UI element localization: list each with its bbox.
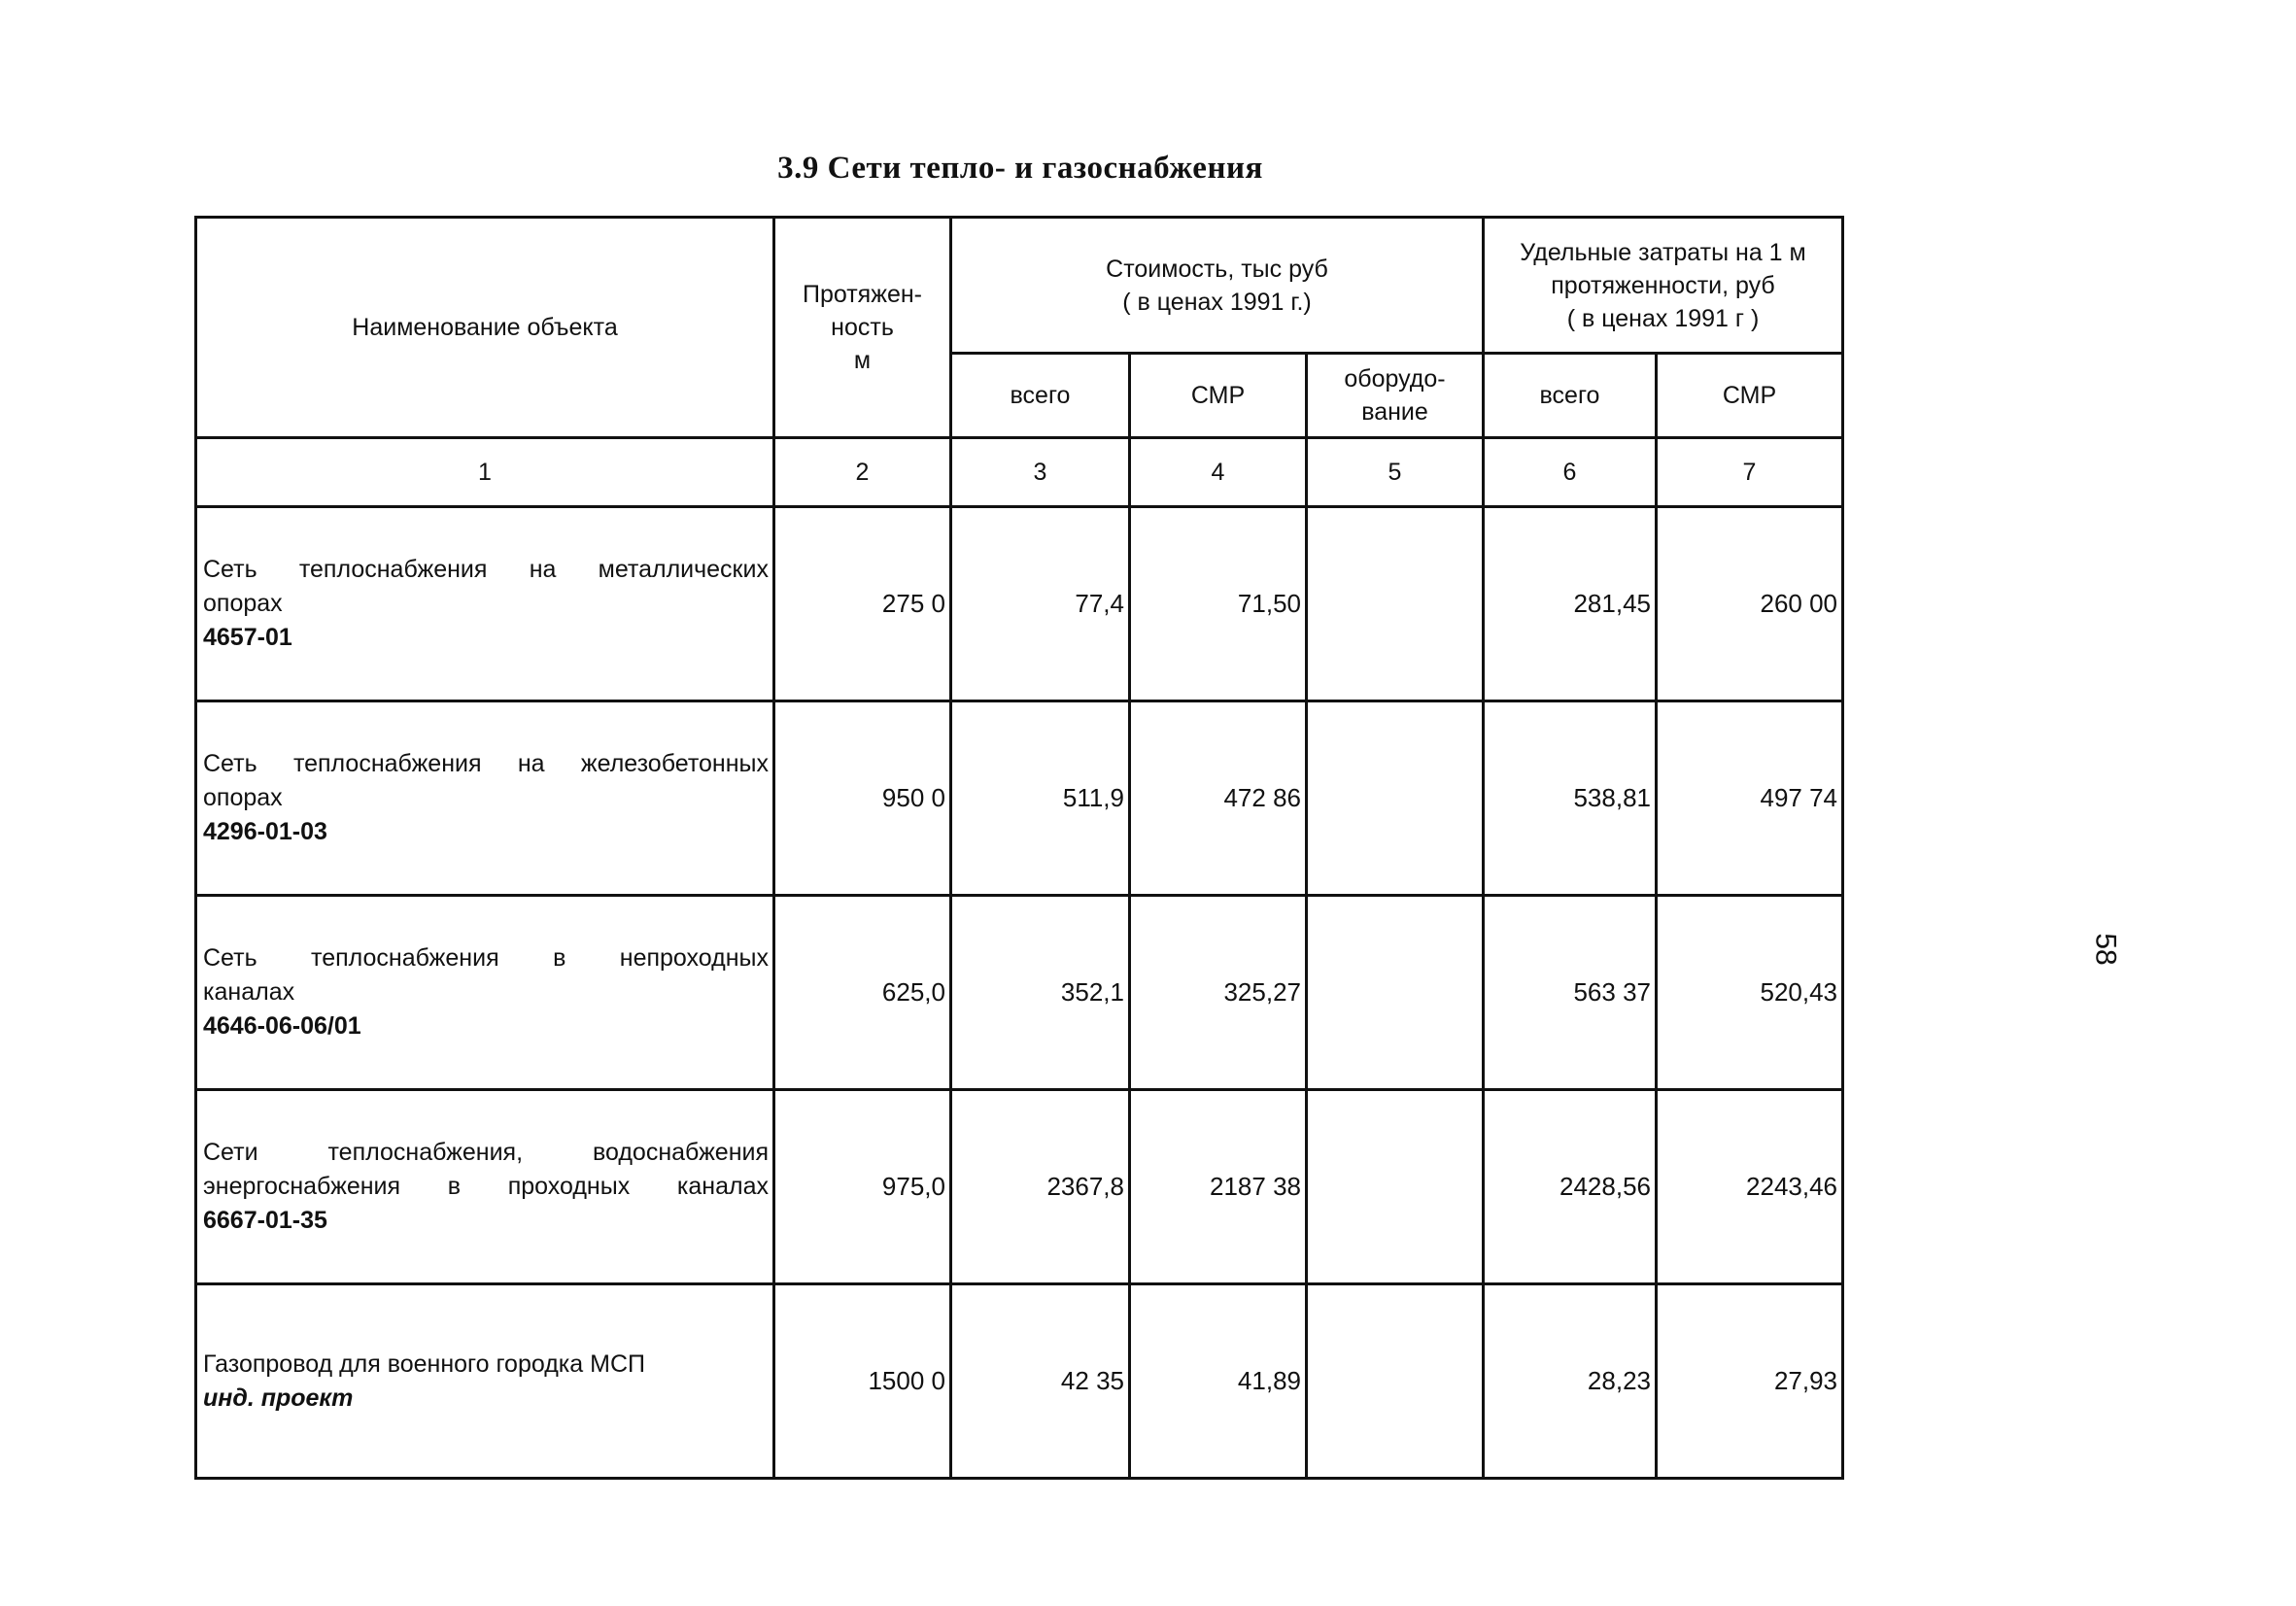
table-row xyxy=(196,701,1843,896)
object-name-line xyxy=(203,747,769,781)
table-row xyxy=(196,896,1843,1090)
object-name-word: водоснабжения xyxy=(592,1139,769,1166)
object-name-cell xyxy=(196,1284,774,1479)
object-name-word: теплоснабжения xyxy=(298,556,488,583)
cost-smr-cell: 325,27 xyxy=(1130,896,1307,1090)
object-name-word: Сеть xyxy=(203,944,257,972)
project-code: инд. проект xyxy=(203,1384,354,1412)
cost-equipment-cell xyxy=(1307,701,1484,896)
table-row xyxy=(196,1284,1843,1479)
unit-total-cell: 281,45 xyxy=(1484,507,1657,701)
object-name-cell xyxy=(196,507,774,701)
object-name-word: проходных xyxy=(507,1173,631,1200)
header-unit-group xyxy=(1484,218,1843,354)
column-number: 5 xyxy=(1307,438,1484,507)
unit-total-cell: 563 37 xyxy=(1484,896,1657,1090)
object-name-line: Газопровод для военного городка МСП xyxy=(203,1350,645,1378)
header-cost-line: ( в ценах 1991 г.) xyxy=(1122,288,1312,316)
cost-equipment-cell xyxy=(1307,896,1484,1090)
cost-total-cell: 2367,8 xyxy=(951,1090,1130,1284)
header-equipment-line: вание xyxy=(1361,398,1428,426)
unit-total-cell: 2428,56 xyxy=(1484,1090,1657,1284)
object-name-word: теплоснабжения xyxy=(311,944,499,972)
cost-total-cell: 42 35 xyxy=(951,1284,1130,1479)
header-name: Наименование объекта xyxy=(196,218,774,438)
object-name-rest: каналах xyxy=(203,978,295,1006)
unit-total-cell: 538,81 xyxy=(1484,701,1657,896)
column-number: 3 xyxy=(951,438,1130,507)
object-name-word: металлических xyxy=(598,556,769,583)
project-code: 4657-01 xyxy=(203,624,292,651)
object-name-line xyxy=(203,1136,769,1170)
object-name-word: энергоснабжения xyxy=(203,1173,401,1200)
object-name-word: Сеть xyxy=(203,750,257,777)
object-name-cell xyxy=(196,701,774,896)
header-length-line: ность xyxy=(831,314,894,341)
cost-total-cell: 511,9 xyxy=(951,701,1130,896)
header-unit-line: Удельные затраты на 1 м xyxy=(1520,238,1806,266)
unit-smr-cell: 2243,46 xyxy=(1657,1090,1843,1284)
project-code: 4646-06-06/01 xyxy=(203,1012,361,1040)
header-length-line: Протяжен- xyxy=(803,281,922,308)
object-name-rest: опорах xyxy=(203,784,283,811)
unit-smr-cell: 497 74 xyxy=(1657,701,1843,896)
cost-total-cell: 352,1 xyxy=(951,896,1130,1090)
object-name-cell xyxy=(196,896,774,1090)
cost-smr-cell: 41,89 xyxy=(1130,1284,1307,1479)
header-cost-line: Стоимость, тыс руб xyxy=(1106,255,1328,283)
unit-smr-cell: 520,43 xyxy=(1657,896,1843,1090)
unit-total-cell: 28,23 xyxy=(1484,1284,1657,1479)
page-number: 58 xyxy=(2089,933,2122,966)
cost-total-cell: 77,4 xyxy=(951,507,1130,701)
header-cost-group xyxy=(951,218,1484,354)
column-number-row xyxy=(196,438,1843,507)
object-name-word: теплоснабжения xyxy=(292,750,482,777)
cost-smr-cell: 2187 38 xyxy=(1130,1090,1307,1284)
cost-equipment-cell xyxy=(1307,507,1484,701)
object-name-word: Сеть xyxy=(203,556,257,583)
column-number: 2 xyxy=(774,438,951,507)
header-row-top xyxy=(196,218,1843,354)
header-unit-total: всего xyxy=(1484,354,1657,438)
header-cost-equipment xyxy=(1307,354,1484,438)
header-unit-line: протяженности, руб xyxy=(1551,271,1775,299)
table-row xyxy=(196,1090,1843,1284)
table-row xyxy=(196,507,1843,701)
cost-equipment-cell xyxy=(1307,1090,1484,1284)
cost-table xyxy=(194,216,1844,1480)
length-cell: 950 0 xyxy=(774,701,951,896)
object-name-line xyxy=(203,941,769,975)
project-code: 4296-01-03 xyxy=(203,818,327,845)
column-number: 4 xyxy=(1130,438,1307,507)
column-number: 7 xyxy=(1657,438,1843,507)
object-name-word: теплоснабжения, xyxy=(327,1139,524,1166)
length-cell: 275 0 xyxy=(774,507,951,701)
header-length-line: м xyxy=(853,347,872,374)
header-unit-smr: СМР xyxy=(1657,354,1843,438)
object-name-rest: опорах xyxy=(203,590,283,617)
column-number: 6 xyxy=(1484,438,1657,507)
document-title: 3.9 Сети тепло- и газоснабжения xyxy=(777,151,1263,186)
unit-smr-cell: 27,93 xyxy=(1657,1284,1843,1479)
header-cost-smr: СМР xyxy=(1130,354,1307,438)
object-name-word: в xyxy=(553,944,566,972)
length-cell: 1500 0 xyxy=(774,1284,951,1479)
column-number: 1 xyxy=(196,438,774,507)
cost-smr-cell: 71,50 xyxy=(1130,507,1307,701)
object-name-word: каналах xyxy=(676,1173,769,1200)
project-code: 6667-01-35 xyxy=(203,1207,327,1234)
header-unit-line: ( в ценах 1991 г ) xyxy=(1566,304,1760,332)
object-name-word: на xyxy=(529,556,557,583)
length-cell: 975,0 xyxy=(774,1090,951,1284)
header-equipment-line: оборудо- xyxy=(1344,365,1446,393)
cost-smr-cell: 472 86 xyxy=(1130,701,1307,896)
object-name-word: железобетонных xyxy=(580,750,769,777)
object-name-word: Сети xyxy=(203,1139,258,1166)
object-name-word: в xyxy=(447,1173,461,1200)
unit-smr-cell: 260 00 xyxy=(1657,507,1843,701)
cost-equipment-cell xyxy=(1307,1284,1484,1479)
header-length xyxy=(774,218,951,438)
length-cell: 625,0 xyxy=(774,896,951,1090)
object-name-word: непроходных xyxy=(619,944,769,972)
object-name-word: на xyxy=(517,750,545,777)
object-name-cell xyxy=(196,1090,774,1284)
object-name-line xyxy=(203,1170,769,1204)
header-cost-total: всего xyxy=(951,354,1130,438)
object-name-line xyxy=(203,553,769,587)
